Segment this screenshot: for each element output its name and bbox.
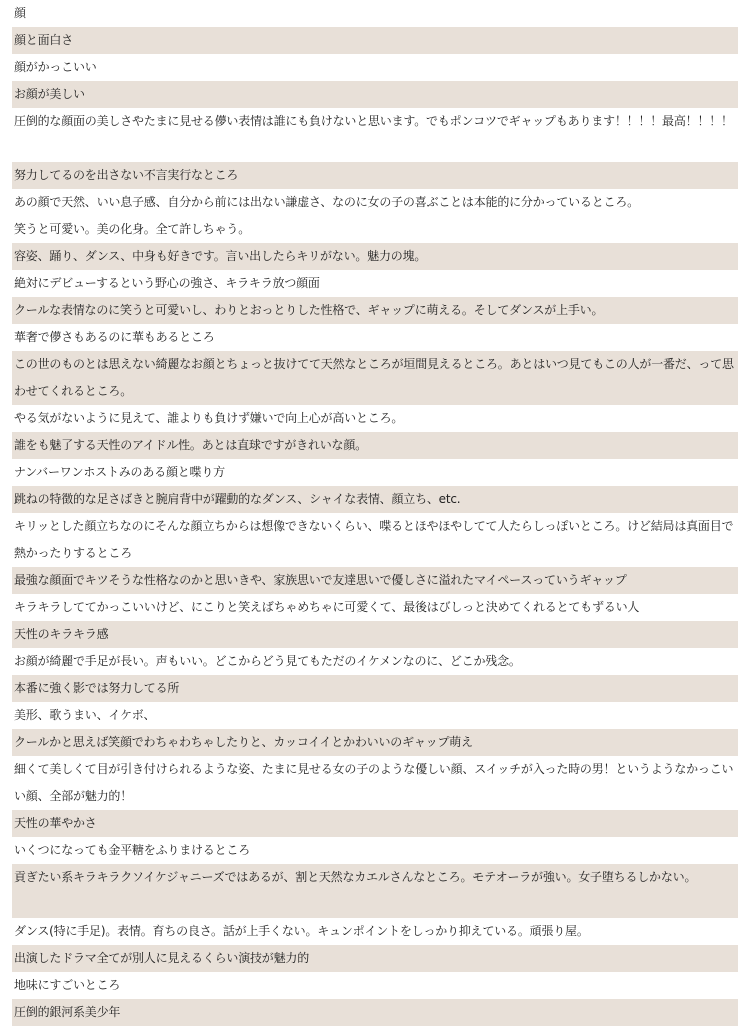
list-item: 顔と面白さ (12, 27, 738, 54)
list-item: いくつになっても金平糖をふりまけるところ (12, 837, 738, 864)
list-item: クールかと思えば笑顔でわちゃわちゃしたりと、カッコイイとかわいいのギャップ萌え (12, 729, 738, 756)
list-item: 跳ねの特徴的な足さばきと腕肩背中が躍動的なダンス、シャイな表情、顔立ち、etc. (12, 486, 738, 513)
list-item: 絶対にデビューするという野心の強さ、キラキラ放つ顔面 (12, 270, 738, 297)
list-item: 笑うと可愛い。美の化身。全て許しちゃう。 (12, 216, 738, 243)
list-item: 顔 (12, 0, 738, 27)
list-item: あの顔で天然、いい息子感、自分から前には出ない謙虚さ、なのに女の子の喜ぶことは本能的に分かっているところ。 (12, 189, 738, 216)
list-item: 美形、歌うまい、イケボ、 (12, 702, 738, 729)
list-item: 圧倒的な顔面の美しさやたまに見せる儚い表情は誰にも負けないと思います。でもポンコツでギャップもあります！！！！最高！！！！ (12, 108, 738, 162)
list-item: お顔が綺麗で手足が長い。声もいい。どこからどう見てもただのイケメンなのに、どこか残念。 (12, 648, 738, 675)
list-item: 本番に強く影では努力してる所 (12, 675, 738, 702)
list-item: 努力してるのを出さない不言実行なところ (12, 162, 738, 189)
list-item: 華奢で儚さもあるのに華もあるところ (12, 324, 738, 351)
list-item: キラキラしててかっこいいけど、にこりと笑えばちゃめちゃに可愛くて、最後はびしっと決めてくれるとてもずるい人 (12, 594, 738, 621)
list-item: 圧倒的銀河系美少年 (12, 999, 738, 1026)
list-item: この世のものとは思えない綺麗なお顔とちょっと抜けてて天然なところが垣間見えるところ。あとはいつ見てもこの人が一番だ、って思わせてくれるところ。 (12, 351, 738, 405)
list-item: 地味にすごいところ (12, 972, 738, 999)
list-item: 出演したドラマ全てが別人に見えるくらい演技が魅力的 (12, 945, 738, 972)
list-item: 顔がかっこいい (12, 54, 738, 81)
list-item: 天性の華やかさ (12, 810, 738, 837)
list-item: 天性のキラキラ感 (12, 621, 738, 648)
list-item: ナンバーワンホストみのある顔と喋り方 (12, 459, 738, 486)
list-item: 細くて美しくて目が引き付けられるような姿、たまに見せる女の子のような優しい顔、スイッチが入った時の男！というようなかっこいい顔、全部が魅力的！ (12, 756, 738, 810)
list-item: 誰をも魅了する天性のアイドル性。あとは直球ですがきれいな顔。 (12, 432, 738, 459)
list-item: 貢ぎたい系キラキラクソイケジャニーズではあるが、割と天然なカエルさんなところ。モテオーラが強い。女子堕ちるしかない。 (12, 864, 738, 918)
list-item: やる気がないように見えて、誰よりも負けず嫌いで向上心が高いところ。 (12, 405, 738, 432)
list-item: ダンス(特に手足)。表情。育ちの良さ。話が上手くない。キュンポイントをしっかり抑えている。頑張り屋。 (12, 918, 738, 945)
list-item: 最強な顔面でキツそうな性格なのかと思いきや、家族思いで友達思いで優しさに溢れたマイペースっていうギャップ (12, 567, 738, 594)
list-item: お顔が美しい (12, 81, 738, 108)
list-item: 容姿、踊り、ダンス、中身も好きです。言い出したらキリがない。魅力の塊。 (12, 243, 738, 270)
list-item: クールな表情なのに笑うと可愛いし、わりとおっとりした性格で、ギャップに萌える。そしてダンスが上手い。 (12, 297, 738, 324)
list-item: キリッとした顔立ちなのにそんな顔立ちからは想像できないくらい、喋るとほやほやしてて人たらしっぽいところ。けど結局は真面目で熱かったりするところ (12, 513, 738, 567)
